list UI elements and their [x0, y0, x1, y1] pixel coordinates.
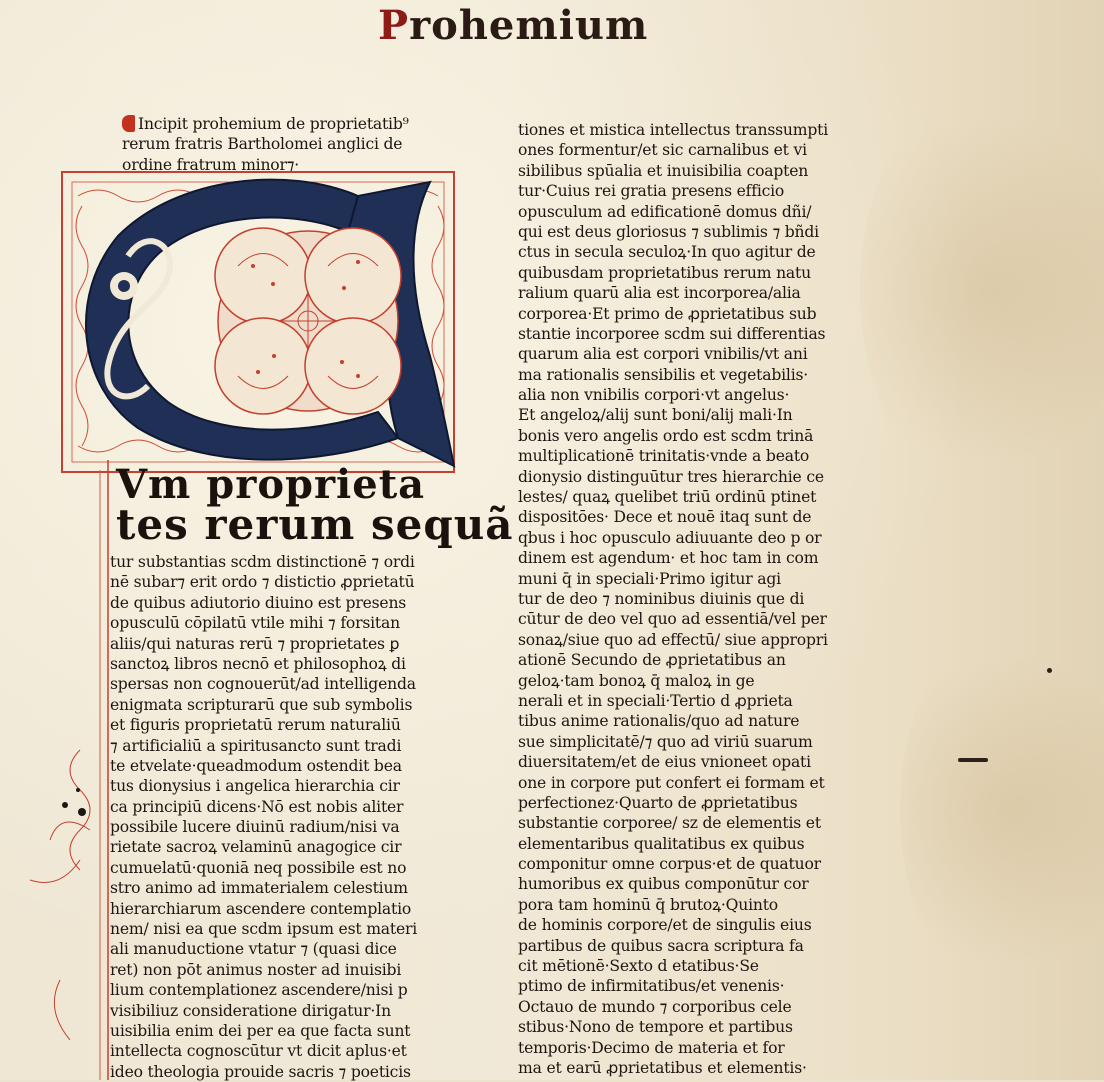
left-column-line: enigmata scripturarū que sub symbolis: [110, 695, 413, 714]
left-column-line: ret) non pōt animus noster ad inuisibi: [110, 960, 402, 979]
right-column-line: sonaꝝ/siue quo ad effectū/ siue appropri: [518, 630, 828, 649]
running-head-initial: P: [378, 2, 410, 49]
right-column-line: ctus in secula seculoꝝ·In quo agitur de: [518, 243, 816, 262]
right-column-line: elementaribus qualitatibus ex quibus: [518, 834, 805, 853]
right-column-line: ma rationalis sensibilis et vegetabilis·: [518, 365, 809, 384]
running-head: [378, 2, 648, 49]
left-column-line: tur substantias scdm distinctionē ⁊ ordi: [110, 553, 415, 571]
right-column-line: componitur omne corpus·et de quatuor: [518, 855, 821, 874]
right-column-line: tibus anime rationalis/quo ad nature: [518, 712, 800, 731]
right-column-line: bonis vero angelis ordo est scdm trinā: [518, 426, 814, 445]
left-column-line: visibiliuz consideratione dirigatur·In: [110, 1001, 391, 1020]
right-column-line: ralium quarū alia est incorporea/alia: [518, 284, 801, 303]
incipit-line: ordine fratrum minor⁊·: [122, 155, 300, 174]
left-column-line: tus dionysius i angelica hierarchia cir: [110, 777, 400, 796]
incipit-line: Incipit prohemium de proprietatib⁹: [122, 114, 452, 134]
right-column-line: perfectionez·Quarto de ꝓprietatibus: [518, 793, 798, 812]
right-column-line: dispositōes· Dece et nouē itaq sunt de: [518, 508, 812, 527]
left-column-line: rietate sacroꝝ velaminū anagogice cir: [110, 838, 402, 857]
right-column-line: ones formentur/et sic carnalibus et vi: [518, 141, 807, 160]
paper-stain: [900, 620, 1104, 1000]
right-column-line: Et angeloꝝ/alij sunt boni/alij mali·In: [518, 406, 793, 425]
right-column-line: stantie incorporee scdm sui differentias: [518, 324, 826, 343]
right-column-line: qbus i hoc opusculo adiuuante deo p or: [518, 528, 822, 547]
right-column-line: stibus·Nono de tempore et partibus: [518, 1018, 793, 1037]
left-column-line: nem/ nisi ea que scdm ipsum est materi: [110, 920, 418, 939]
right-column-line: quarum alia est corpori vnibilis/vt ani: [518, 345, 808, 364]
left-column-line: et figuris proprietatū rerum naturaliū: [110, 716, 401, 735]
right-column-line: opusculum ad edificationē domus dñi/: [518, 202, 812, 221]
right-column-line: tur de deo ⁊ nominibus diuinis que di: [518, 589, 805, 608]
right-column-line: Octauo de mundo ⁊ corporibus cele: [518, 997, 792, 1016]
pilcrow-icon: [122, 115, 135, 132]
left-column-line: uisibilia enim dei per ea que facta sunt: [110, 1021, 411, 1040]
right-column: [518, 120, 848, 1078]
right-column-line: diuersitatem/et de eius vnioneet opati: [518, 753, 811, 772]
left-column-line: sanctoꝝ libros necnō et philosophoꝝ di: [110, 654, 406, 673]
right-column-line: cit mētionē·Sexto d etatibus·Se: [518, 957, 759, 976]
right-column-line: de hominis corpore/et de singulis eius: [518, 916, 812, 935]
right-column-line: nerali et in speciali·Tertio d ꝓprieta: [518, 691, 793, 710]
right-column-line: lestes/ quaꝝ quelibet triū ordinū ptinet: [518, 488, 817, 507]
right-column-line: humoribus ex quibus componūtur cor: [518, 875, 809, 894]
left-column-line: nē subar⁊ erit ordo ⁊ distictio ꝓprietatū: [110, 573, 415, 592]
left-column-line: possibile lucere diuinū radium/nisi va: [110, 818, 400, 837]
right-column-line: dionysio distinguūtur tres hierarchie ce: [518, 467, 824, 486]
left-column-line: spersas non cognouerūt/ad intelligenda: [110, 675, 416, 694]
left-column-line: de quibus adiutorio diuino est presens: [110, 593, 407, 612]
ink-mark: [958, 758, 988, 762]
right-column-line: dinem est agendum· et hoc tam in com: [518, 549, 819, 568]
ink-mark: [1047, 668, 1052, 673]
right-column-line: sue simplicitatē/⁊ quo ad viriū suarum: [518, 732, 813, 751]
right-column-line: ationē Secundo de ꝓprietatibus an: [518, 651, 786, 670]
left-column-line: stro animo ad immaterialem celestium: [110, 879, 408, 898]
right-column-line: cūtur de deo vel quo ad essentiā/vel per: [518, 610, 827, 629]
incipit-line: rerum fratris Bartholomei anglici de: [122, 135, 403, 154]
left-column-line: ⁊ artificialiū a spiritusancto sunt tradi: [110, 736, 402, 755]
right-column-line: qui est deus gloriosus ⁊ sublimis ⁊ bñdi: [518, 222, 819, 241]
left-column-line: hierarchiarum ascendere contemplatio: [110, 899, 412, 918]
right-column-line: pora tam hominū q̄ brutoꝝ·Quinto: [518, 895, 778, 914]
left-column-line: opusculū cōpilatū vtile mihi ⁊ forsitan: [110, 614, 400, 633]
left-column-line: te etvelate·queadmodum ostendit bea: [110, 756, 402, 775]
right-column-line: sibilibus spūalia et inuisibilia coapten: [518, 161, 809, 180]
right-column-line: quibusdam proprietatibus rerum natu: [518, 263, 811, 282]
running-head-rest: rohemium: [409, 2, 649, 49]
right-column-line: geloꝝ·tam bonoꝝ q̄ maloꝝ in ge: [518, 671, 755, 690]
right-column-line: ma et earū ꝓprietatibus et elementis·: [518, 1058, 807, 1077]
right-column-line: one in corpore put confert ei formam et: [518, 773, 825, 792]
right-column-line: substantie corporee/ sz de elementis et: [518, 814, 821, 833]
right-column-line: alia non vnibilis corpori·vt angelus·: [518, 386, 790, 405]
illuminated-initial-c: [58, 166, 462, 478]
right-column-line: ptimo de infirmitatibus/et venenis·: [518, 977, 785, 996]
right-column-line: corporea·Et primo de ꝓprietatibus sub: [518, 304, 817, 323]
left-column-line: ali manuductione vtatur ⁊ (quasi dice: [110, 940, 397, 959]
left-column-line: ca principiū dicens·Nō est nobis aliter: [110, 797, 404, 816]
left-column-line: lium contemplationez ascendere/nisi p: [110, 981, 408, 1000]
left-column-line: cumuelatū·quoniā neq possibile est no: [110, 858, 407, 877]
initial-c-illustration-icon: [58, 166, 462, 478]
right-column-line: tur·Cuius rei gratia presens efficio: [518, 182, 785, 201]
left-column: [110, 552, 455, 1082]
left-column-line: ideo theologia prouide sacris ⁊ poeticis: [110, 1062, 411, 1081]
right-column-line: temporis·Decimo de materia et for: [518, 1038, 785, 1057]
left-column-line: aliis/qui naturas rerū ⁊ proprietates ꝑ: [110, 634, 400, 653]
right-column-line: multiplicationē trinitatis·vnde a beato: [518, 447, 810, 466]
opening-words-line: tes rerum sequã: [116, 500, 514, 549]
marginal-flourish-icon: [20, 460, 115, 1080]
opening-words-line: Vm proprieta: [116, 461, 426, 508]
left-column-line: intellecta cognoscūtur vt dicit aplus·et: [110, 1042, 407, 1061]
right-column-line: tiones et mistica intellectus transsumpti: [518, 121, 829, 139]
right-column-line: muni q̄ in speciali·Primo igitur agi: [518, 569, 781, 588]
paper-stain: [860, 80, 1104, 500]
right-column-line: partibus de quibus sacra scriptura fa: [518, 936, 804, 955]
